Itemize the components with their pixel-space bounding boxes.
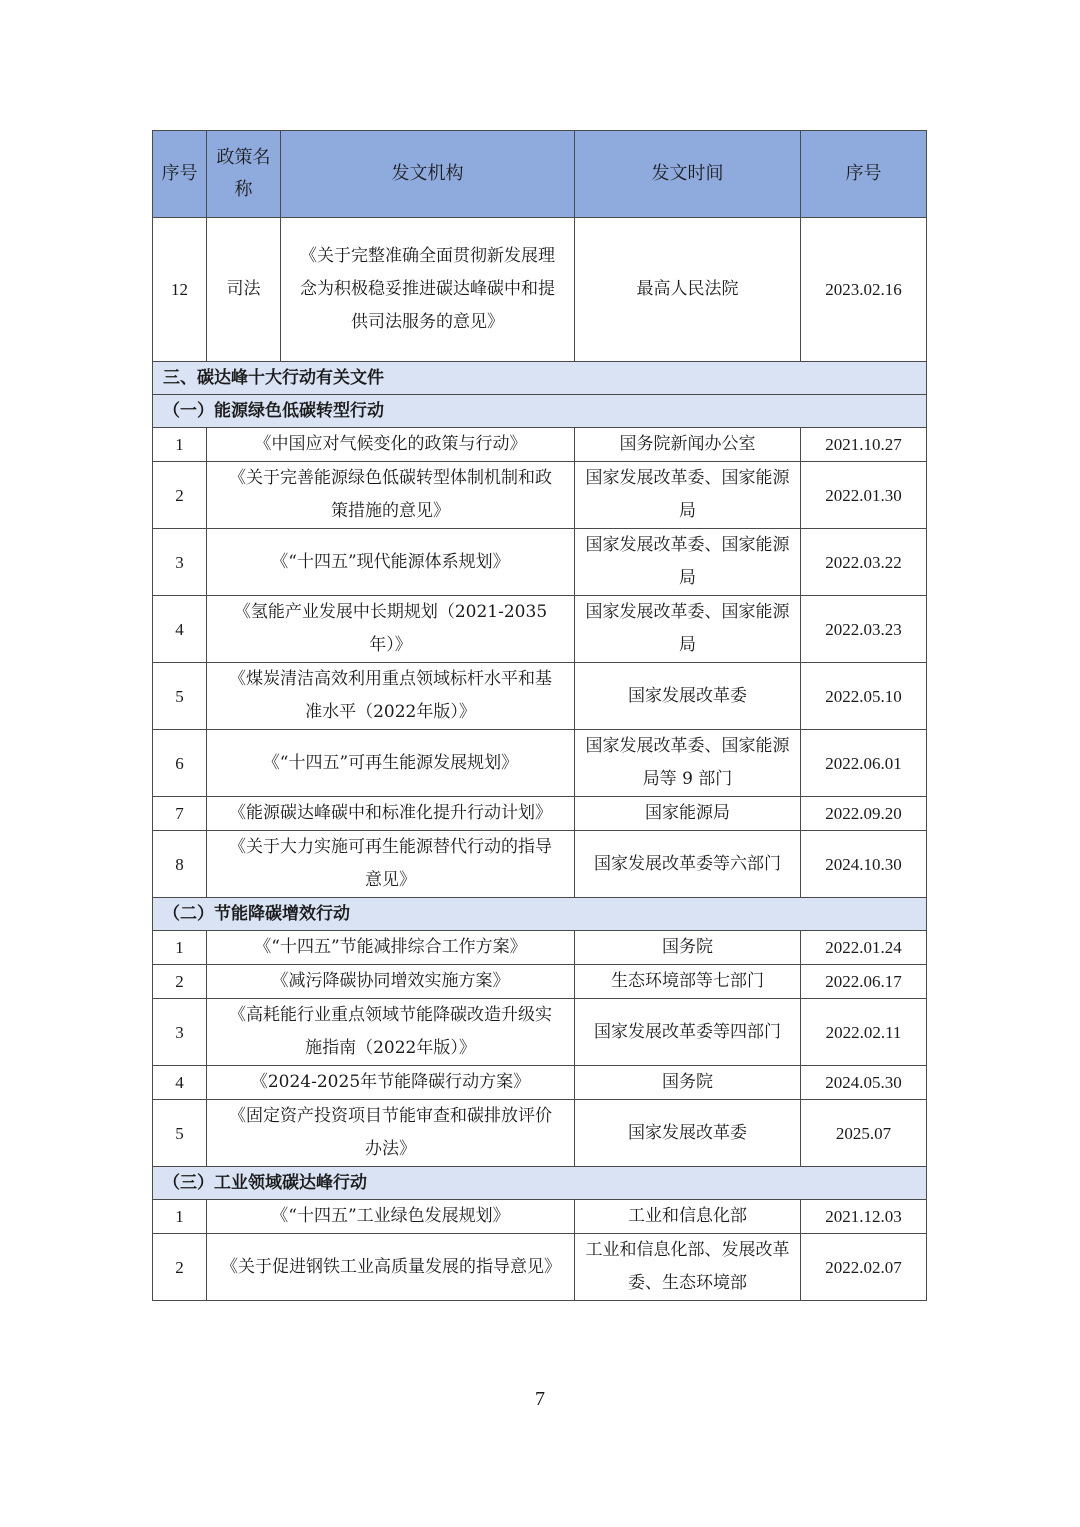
row-policy-name: 《减污降碳协同增效实施方案》: [207, 965, 575, 999]
row-date: 2022.01.30: [801, 462, 927, 529]
row-date: 2022.06.01: [801, 730, 927, 797]
header-date: 发文时间: [575, 131, 801, 218]
table-row: [153, 965, 927, 999]
row-org: 最高人民法院: [575, 218, 801, 362]
row-date: 2024.10.30: [801, 831, 927, 898]
row-number: 5: [153, 663, 207, 730]
header-category: 政策名称: [207, 131, 281, 218]
group-title: （三）工业领域碳达峰行动: [153, 1167, 927, 1200]
row-policy-name: 《关于完善能源绿色低碳转型体制机制和政策措施的意见》: [207, 462, 575, 529]
group-header-row: [153, 1167, 927, 1200]
row-date: 2022.03.22: [801, 529, 927, 596]
table-row: [153, 1234, 927, 1301]
table-header-row: [153, 131, 927, 218]
row-policy-name: 《“十四五”现代能源体系规划》: [207, 529, 575, 596]
row-policy-name: 《高耗能行业重点领域节能降碳改造升级实施指南（2022年版）》: [207, 999, 575, 1066]
row-number: 3: [153, 999, 207, 1066]
row-org: 国家发展改革委: [575, 663, 801, 730]
row-date: 2025.07: [801, 1100, 927, 1167]
row-date: 2022.09.20: [801, 797, 927, 831]
row-date: 2021.12.03: [801, 1200, 927, 1234]
row-org: 国家能源局: [575, 797, 801, 831]
row-date: 2021.10.27: [801, 428, 927, 462]
header-no-2: 序号: [801, 131, 927, 218]
row-number: 2: [153, 462, 207, 529]
row-org: 国家发展改革委等六部门: [575, 831, 801, 898]
row-date: 2022.01.24: [801, 931, 927, 965]
table-row: [153, 1066, 927, 1100]
page-number: 7: [535, 1388, 545, 1410]
row-number: 12: [153, 218, 207, 362]
row-number: 6: [153, 730, 207, 797]
table-row: [153, 1200, 927, 1234]
group-title: （一）能源绿色低碳转型行动: [153, 395, 927, 428]
row-number: 2: [153, 1234, 207, 1301]
row-number: 1: [153, 1200, 207, 1234]
row-number: 4: [153, 1066, 207, 1100]
row-org: 国务院: [575, 931, 801, 965]
row-number: 3: [153, 529, 207, 596]
row-number: 2: [153, 965, 207, 999]
section-row: [153, 362, 927, 395]
row-policy-name: 《“十四五”工业绿色发展规划》: [207, 1200, 575, 1234]
row-policy-name: 《氢能产业发展中长期规划（2021-2035年）》: [207, 596, 575, 663]
row-date: 2022.03.23: [801, 596, 927, 663]
header-no: 序号: [153, 131, 207, 218]
row-policy-name: 《关于促进钢铁工业高质量发展的指导意见》: [207, 1234, 575, 1301]
row-policy-name: 《关于大力实施可再生能源替代行动的指导意见》: [207, 831, 575, 898]
section-title: 三、碳达峰十大行动有关文件: [153, 362, 927, 395]
row-org: 生态环境部等七部门: [575, 965, 801, 999]
table-row: [153, 428, 927, 462]
table-row: [153, 730, 927, 797]
row-date: 2022.02.11: [801, 999, 927, 1066]
table-row: [153, 831, 927, 898]
table-row: [153, 999, 927, 1066]
row-org: 国家发展改革委、国家能源局等 9 部门: [575, 730, 801, 797]
row-policy-name: 《中国应对气候变化的政策与行动》: [207, 428, 575, 462]
table-row: [153, 663, 927, 730]
row-number: 8: [153, 831, 207, 898]
row-date: 2022.02.07: [801, 1234, 927, 1301]
row-number: 5: [153, 1100, 207, 1167]
table-row: [153, 218, 927, 362]
row-number: 1: [153, 428, 207, 462]
row-policy-name: 《“十四五”节能减排综合工作方案》: [207, 931, 575, 965]
row-number: 1: [153, 931, 207, 965]
group-header-row: [153, 898, 927, 931]
row-org: 国家发展改革委、国家能源局: [575, 596, 801, 663]
table-row: [153, 797, 927, 831]
row-policy-name: 《2024-2025年节能降碳行动方案》: [207, 1066, 575, 1100]
header-org: 发文机构: [281, 131, 575, 218]
row-org: 工业和信息化部: [575, 1200, 801, 1234]
row-date: 2023.02.16: [801, 218, 927, 362]
row-category: 司法: [207, 218, 281, 362]
table-row: [153, 596, 927, 663]
group-title: （二）节能降碳增效行动: [153, 898, 927, 931]
group-header-row: [153, 395, 927, 428]
table-row: [153, 1100, 927, 1167]
table-row: [153, 529, 927, 596]
row-policy-name: 《固定资产投资项目节能审查和碳排放评价办法》: [207, 1100, 575, 1167]
row-policy-name: 《煤炭清洁高效利用重点领域标杆水平和基准水平（2022年版）》: [207, 663, 575, 730]
row-org: 国家发展改革委等四部门: [575, 999, 801, 1066]
row-date: 2022.06.17: [801, 965, 927, 999]
policy-table: [152, 130, 927, 1301]
row-date: 2024.05.30: [801, 1066, 927, 1100]
row-org: 工业和信息化部、发展改革委、生态环境部: [575, 1234, 801, 1301]
row-number: 7: [153, 797, 207, 831]
row-org: 国家发展改革委、国家能源局: [575, 462, 801, 529]
row-org: 国家发展改革委: [575, 1100, 801, 1167]
row-policy-name: 《关于完整准确全面贯彻新发展理念为积极稳妥推进碳达峰碳中和提供司法服务的意见》: [281, 218, 575, 362]
row-org: 国家发展改革委、国家能源局: [575, 529, 801, 596]
table-row: [153, 931, 927, 965]
row-org: 国务院: [575, 1066, 801, 1100]
row-number: 4: [153, 596, 207, 663]
row-date: 2022.05.10: [801, 663, 927, 730]
row-policy-name: 《能源碳达峰碳中和标准化提升行动计划》: [207, 797, 575, 831]
table-row: [153, 462, 927, 529]
row-org: 国务院新闻办公室: [575, 428, 801, 462]
row-policy-name: 《“十四五”可再生能源发展规划》: [207, 730, 575, 797]
